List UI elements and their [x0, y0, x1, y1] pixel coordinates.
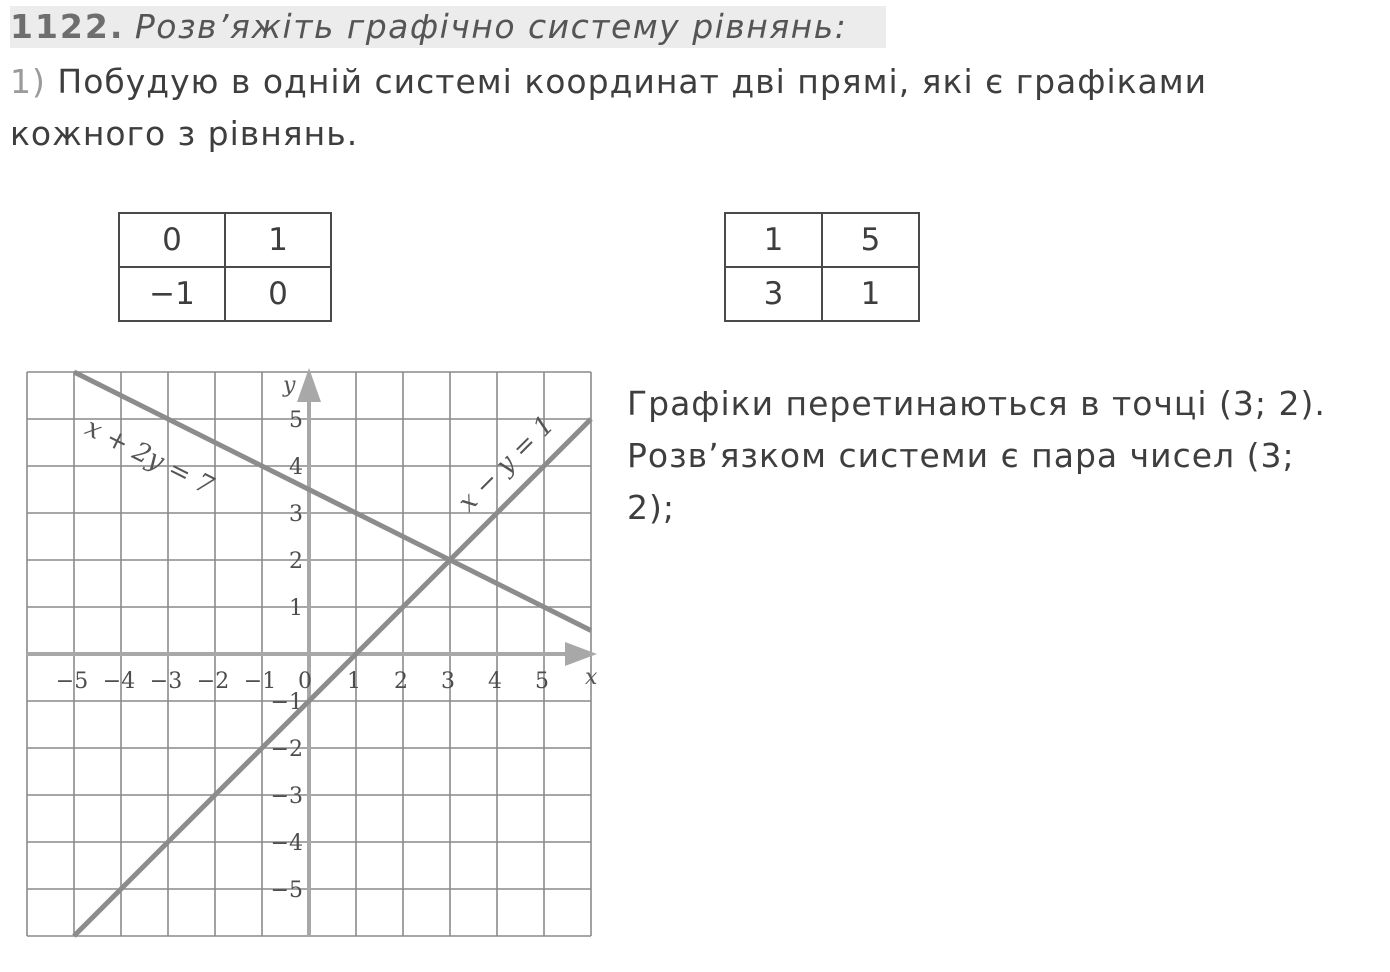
task-title: Розв’яжіть графічно систему рівнянь:: [134, 7, 848, 46]
table-row: [119, 213, 331, 267]
step-text-block: [10, 56, 1330, 160]
table-cell: 1: [225, 213, 331, 267]
answer-line-2: Розв’язком системи є пара чисел (3;: [627, 436, 1295, 475]
table-cell: 5: [822, 213, 919, 267]
table-cell: 0: [225, 267, 331, 321]
x-tick-label: 2: [394, 669, 408, 694]
y-tick-label: −4: [270, 831, 303, 856]
y-tick-label: −5: [270, 878, 303, 903]
step-number: 1): [10, 62, 46, 101]
y-tick-label: 5: [289, 408, 303, 433]
table-row: [119, 267, 331, 321]
x-tick-label: −3: [149, 669, 183, 694]
values-table-1: [118, 212, 332, 322]
x-tick-label: −2: [196, 669, 230, 694]
answer-block: [627, 378, 1387, 534]
task-heading: [10, 6, 886, 48]
table-row: [725, 267, 919, 321]
line-label-2: x − y = 1: [452, 410, 561, 518]
table-cell: 1: [725, 213, 822, 267]
values-table-2: [724, 212, 920, 322]
step-text: Побудую в одній системі координат дві прямі, які є графіками кожного з рівнянь.: [10, 62, 1208, 153]
y-axis-label: y: [283, 373, 296, 398]
answer-line-3: 2);: [627, 488, 675, 527]
x-tick-label: 0: [298, 669, 312, 694]
table-cell: 3: [725, 267, 822, 321]
y-tick-label: 2: [289, 549, 303, 574]
table-cell: −1: [119, 267, 225, 321]
y-tick-label: −1: [270, 690, 303, 715]
table-row: [725, 213, 919, 267]
table-cell: 0: [119, 213, 225, 267]
x-tick-label: −5: [55, 669, 89, 694]
coordinate-graph: [22, 362, 602, 952]
x-axis-label: x: [585, 665, 598, 690]
x-tick-label: −1: [243, 669, 277, 694]
x-tick-label: 3: [441, 669, 455, 694]
y-tick-label: 3: [289, 502, 303, 527]
line-x-plus-2y-eq-7: [74, 372, 591, 631]
x-tick-label: 5: [535, 669, 549, 694]
y-tick-label: −2: [270, 737, 303, 762]
table-cell: 1: [822, 267, 919, 321]
x-tick-label: −4: [102, 669, 136, 694]
y-tick-label: −3: [270, 784, 303, 809]
task-number: 1122.: [10, 7, 125, 46]
y-axis-arrow-icon: [297, 368, 321, 402]
y-tick-label: 4: [289, 455, 303, 480]
y-tick-label: 1: [289, 596, 303, 621]
answer-line-1: Графіки перетинаються в точці (3; 2).: [627, 384, 1326, 423]
x-tick-label: 1: [347, 669, 361, 694]
x-tick-label: 4: [488, 669, 502, 694]
x-axis-arrow-icon: [565, 642, 597, 666]
line-label-1: x + 2y = 7: [80, 412, 219, 502]
